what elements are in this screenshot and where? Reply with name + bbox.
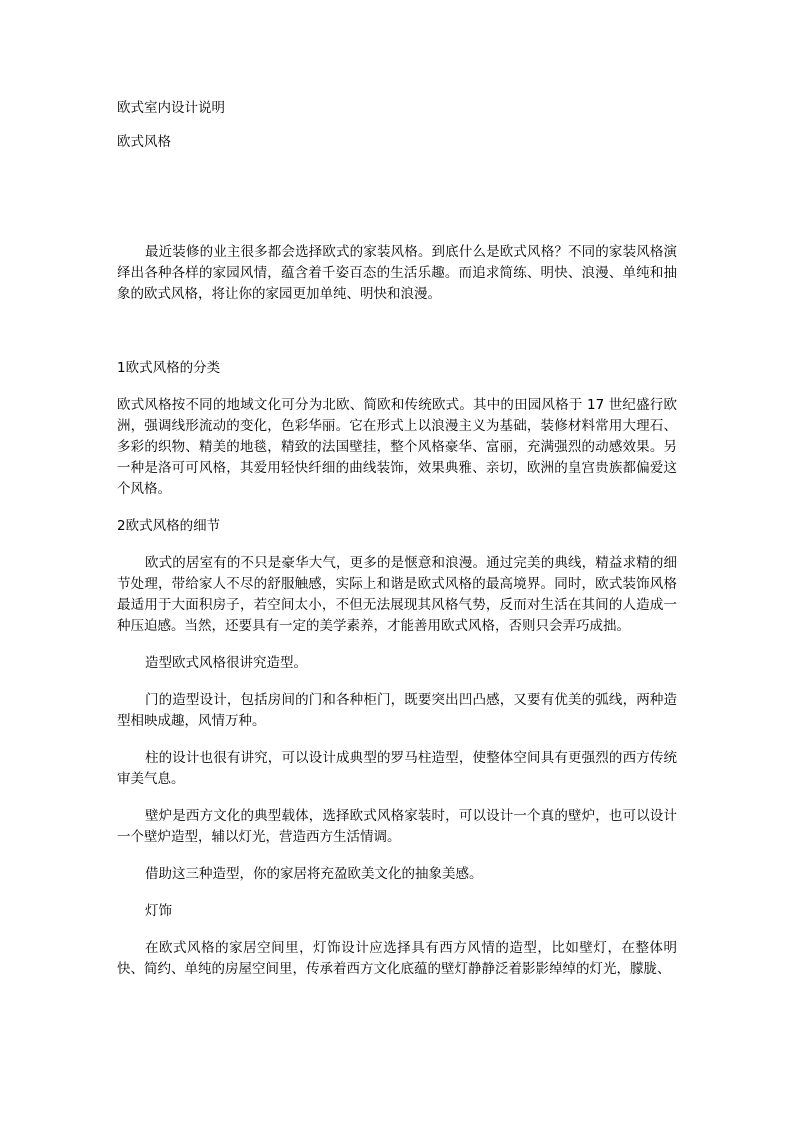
- fireplace-paragraph: 壁炉是西方文化的典型载体，选择欧式风格家装时，可以设计一个真的壁炉，也可以设计一个壁炉造型，辅以灯光，营造西方生活情调。: [117, 808, 677, 845]
- document-body: [117, 98, 677, 980]
- section1-heading: 1欧式风格的分类: [117, 360, 221, 376]
- modeling-heading: 造型欧式风格很讲究造型。: [145, 655, 307, 671]
- style-heading: 欧式风格: [117, 134, 171, 150]
- summary-paragraph: 借助这三种造型，你的家居将充盈欧美文化的抽象美感。: [145, 866, 483, 882]
- section1-paragraph: 欧式风格按不同的地域文化可分为北欧、简欧和传统欧式。其中的田园风格于 17 世纪盛行欧洲，强调线形流动的变化，色彩华丽。它在形式上以浪漫主义为基础，装修材料常用大理石、多彩的织物、精美的地毯，精致的法国壁挂，整个风格豪华、富丽，充满强烈的动感效果。另一种是洛可可风格，其爱用轻快纤细的曲线装饰，效果典雅、亲切，欧洲的皇宫贵族都偏爱这个风格。: [117, 397, 677, 497]
- door-paragraph: 门的造型设计，包括房间的门和各种柜门，既要突出凹凸感，又要有优美的弧线，两种造型相映成趣，风情万种。: [117, 692, 677, 729]
- lighting-heading: 灯饰: [145, 903, 172, 919]
- column-paragraph: 柱的设计也很有讲究，可以设计成典型的罗马柱造型，使整体空间具有更强烈的西方传统审美气息。: [117, 750, 677, 787]
- document-title: 欧式室内设计说明: [117, 100, 225, 116]
- lighting-paragraph: 在欧式风格的家居空间里，灯饰设计应选择具有西方风情的造型，比如壁灯，在整体明快、简约、单纯的房屋空间里，传承着西方文化底蕴的壁灯静静泛着影影绰绰的灯光，朦胧、: [117, 940, 677, 977]
- section2-paragraph: 欧式的居室有的不只是豪华大气，更多的是惬意和浪漫。通过完美的典线，精益求精的细节处理，带给家人不尽的舒服触感，实际上和谐是欧式风格的最高境界。同时，欧式装饰风格最适用于大面积房子，若空间太小，不但无法展现其风格气势，反而对生活在其间的人造成一种压迫感。当然，还要具有一定的美学素养，才能善用欧式风格，否则只会弄巧成拙。: [117, 555, 677, 634]
- intro-paragraph: 最近装修的业主很多都会选择欧式的家装风格。到底什么是欧式风格？不同的家装风格演绎出各种各样的家园风情，蕴含着千姿百态的生活乐趣。而追求简练、明快、浪漫、单纯和抽象的欧式风格，将让你的家园更加单纯、明快和浪漫。: [117, 244, 677, 302]
- section2-heading: 2欧式风格的细节: [117, 518, 221, 534]
